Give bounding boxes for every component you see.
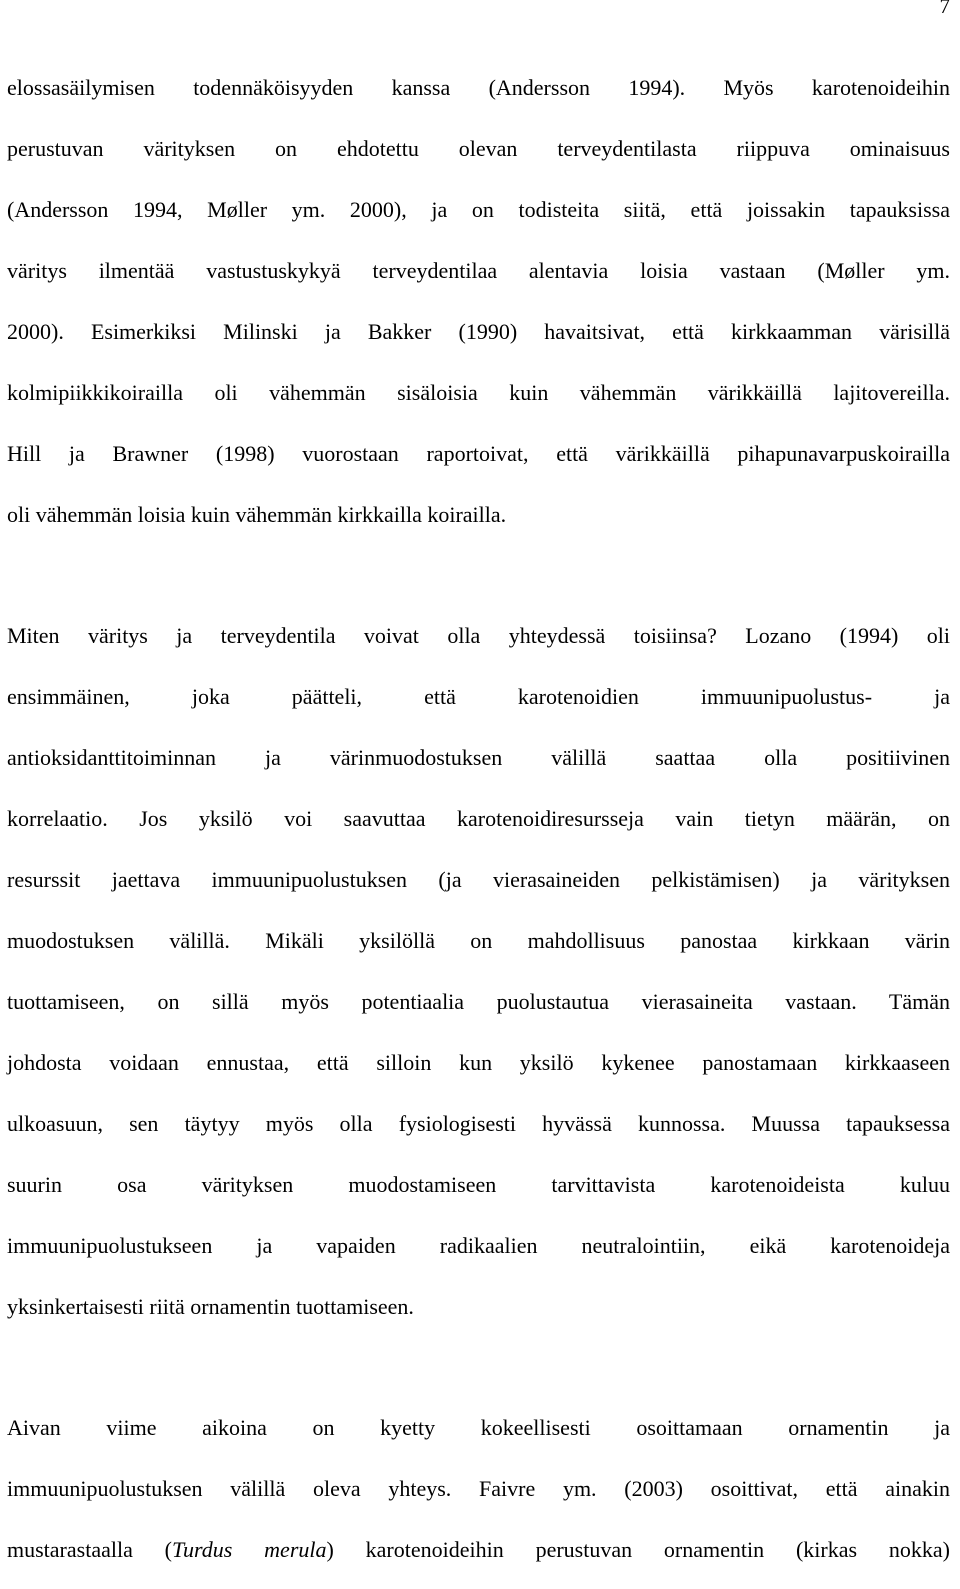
text-line: perustuvan värityksen on ehdotettu olevan terveydentilasta riippuva ominaisuus <box>7 136 950 161</box>
text-line: tuottamiseen, on sillä myös potentiaalia puolustautua vierasaineita vastaan. Tämän <box>7 989 950 1014</box>
text-line: kolmipiikkikoirailla oli vähemmän sisäloisia kuin vähemmän värikkäillä lajitovereilla. <box>7 380 950 405</box>
text-line: resurssit jaettava immuunipuolustuksen (ja vierasaineiden pelkistämisen) ja värityksen <box>7 867 950 892</box>
text-line: elossasäilymisen todennäköisyyden kanssa (Andersson 1994). Myös karotenoideihin <box>7 75 950 100</box>
text-line: väritys ilmentää vastustuskykyä terveydentilaa alentavia loisia vastaan (Møller ym. <box>7 258 950 283</box>
page-number: 7 <box>939 0 950 18</box>
text-line: Aivan viime aikoina on kyetty kokeellisesti osoittamaan ornamentin ja <box>7 1415 950 1440</box>
text-line: ulkoasuun, sen täytyy myös olla fysiologisesti hyvässä kunnossa. Muussa tapauksessa <box>7 1111 950 1136</box>
text-line: ensimmäinen, joka päätteli, että karotenoidien immuunipuolustus- ja <box>7 684 950 709</box>
text-line: muodostuksen välillä. Mikäli yksilöllä on mahdollisuus panostaa kirkkaan värin <box>7 928 950 953</box>
species-name: Turdus merula <box>172 1537 327 1562</box>
text-line: (Andersson 1994, Møller ym. 2000), ja on todisteita siitä, että joissakin tapauksissa <box>7 197 950 222</box>
text-line: immuunipuolustukseen ja vapaiden radikaalien neutralointiin, eikä karotenoideja <box>7 1233 950 1258</box>
text-line: Hill ja Brawner (1998) vuorostaan raportoivat, että värikkäillä pihapunavarpuskoirailla <box>7 441 950 466</box>
text-line: oli vähemmän loisia kuin vähemmän kirkkailla koirailla. <box>7 502 507 527</box>
text-segment: mustarastaalla ( <box>7 1537 172 1562</box>
text-line: yksinkertaisesti riitä ornamentin tuottamiseen. <box>7 1294 414 1319</box>
text-line: Miten väritys ja terveydentila voivat olla yhteydessä toisiinsa? Lozano (1994) oli <box>7 623 950 648</box>
text-line: suurin osa värityksen muodostamiseen tarvittavista karotenoideista kuluu <box>7 1172 950 1197</box>
text-line: antioksidanttitoiminnan ja värinmuodostuksen välillä saattaa olla positiivinen <box>7 745 950 770</box>
text-line: immuunipuolustuksen välillä oleva yhteys. Faivre ym. (2003) osoittivat, että ainakin <box>7 1476 950 1501</box>
text-line: korrelaatio. Jos yksilö voi saavuttaa karotenoidiresursseja vain tietyn määrän, on <box>7 806 950 831</box>
text-line: 2000). Esimerkiksi Milinski ja Bakker (1990) havaitsivat, että kirkkaamman värisillä <box>7 319 950 344</box>
text-segment: ) karotenoideihin perustuvan ornamentin (kirkas nokka) <box>326 1537 950 1562</box>
text-line: johdosta voidaan ennustaa, että silloin kun yksilö kykenee panostamaan kirkkaaseen <box>7 1050 950 1075</box>
text-line <box>7 1537 950 1563</box>
